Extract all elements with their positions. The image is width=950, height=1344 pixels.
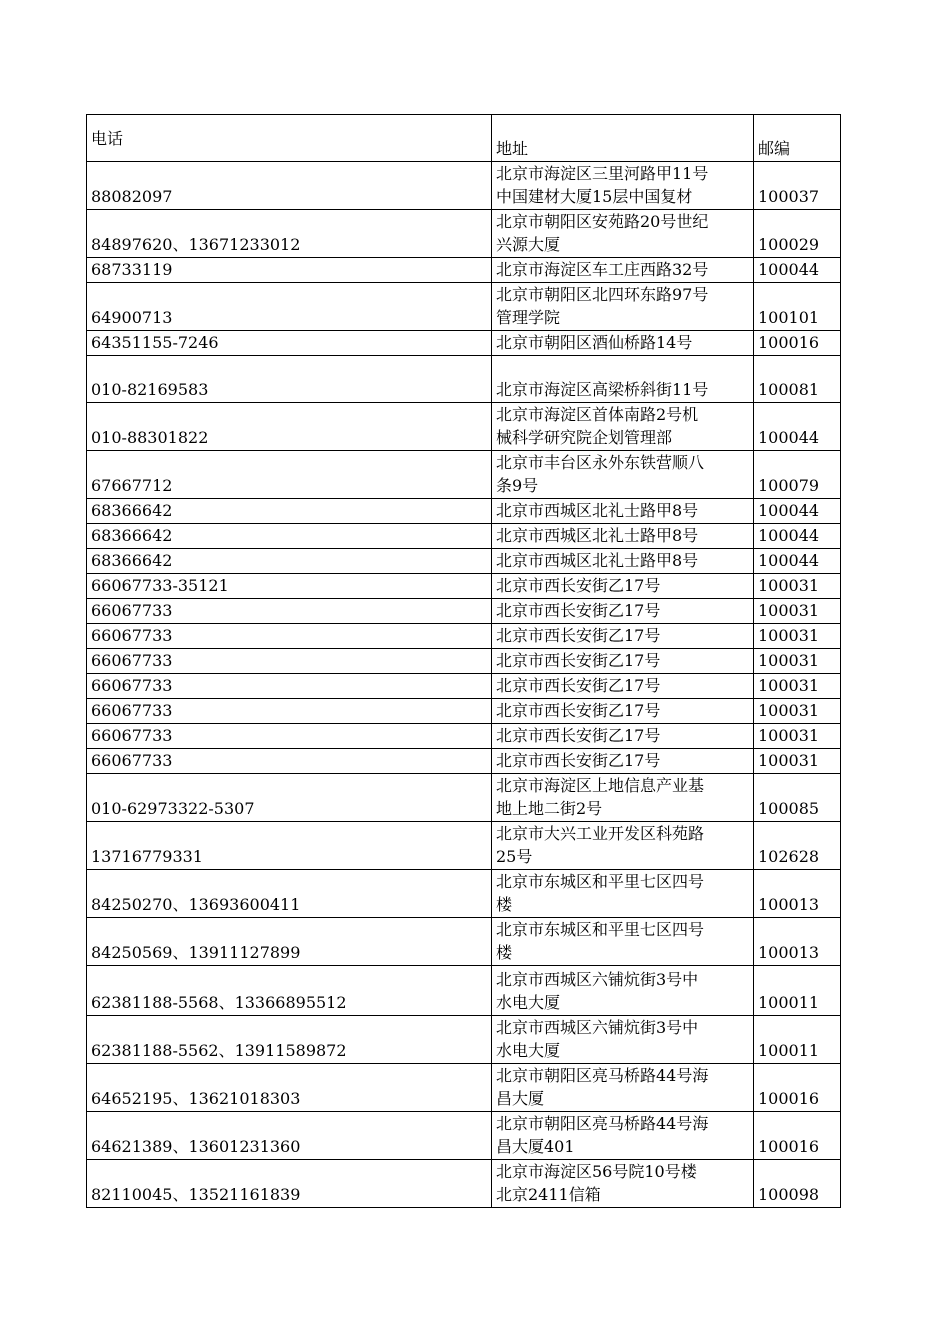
address-cell: 北京市东城区和平里七区四号 楼 [492, 870, 754, 918]
table-row [87, 162, 841, 210]
phone-cell: 68366642 [87, 549, 492, 574]
address-cell: 北京市西长安街乙17号 [492, 574, 754, 599]
postcode-cell: 100031 [754, 649, 841, 674]
address-cell: 北京市西城区北礼士路甲8号 [492, 524, 754, 549]
header-phone: 电话 [87, 115, 492, 162]
table-row [87, 499, 841, 524]
phone-cell: 010-82169583 [87, 356, 492, 403]
header-address: 地址 [492, 115, 754, 162]
table-row [87, 403, 841, 451]
phone-cell: 64351155-7246 [87, 331, 492, 356]
address-cell: 北京市海淀区三里河路甲11号 中国建材大厦15层中国复材 [492, 162, 754, 210]
address-cell: 北京市海淀区上地信息产业基 地上地二街2号 [492, 774, 754, 822]
contact-table [86, 114, 841, 1208]
table-row [87, 1016, 841, 1064]
postcode-cell: 100031 [754, 599, 841, 624]
address-cell: 北京市西长安街乙17号 [492, 599, 754, 624]
table-row [87, 1112, 841, 1160]
table-row [87, 966, 841, 1016]
address-cell: 北京市西长安街乙17号 [492, 649, 754, 674]
table-row [87, 624, 841, 649]
address-cell: 北京市海淀区56号院10号楼 北京2411信箱 [492, 1160, 754, 1208]
phone-cell: 66067733 [87, 724, 492, 749]
address-cell: 北京市朝阳区酒仙桥路14号 [492, 331, 754, 356]
phone-cell: 66067733 [87, 699, 492, 724]
address-cell: 北京市朝阳区亮马桥路44号海 昌大厦401 [492, 1112, 754, 1160]
postcode-cell: 100013 [754, 870, 841, 918]
table-row [87, 574, 841, 599]
postcode-cell: 100098 [754, 1160, 841, 1208]
table-row [87, 1064, 841, 1112]
postcode-cell: 100081 [754, 356, 841, 403]
phone-cell: 84250569、13911127899 [87, 918, 492, 966]
table-row [87, 822, 841, 870]
address-cell: 北京市大兴工业开发区科苑路 25号 [492, 822, 754, 870]
postcode-cell: 100031 [754, 699, 841, 724]
address-cell: 北京市西长安街乙17号 [492, 624, 754, 649]
phone-cell: 010-88301822 [87, 403, 492, 451]
phone-cell: 13716779331 [87, 822, 492, 870]
postcode-cell: 100016 [754, 331, 841, 356]
address-cell: 北京市西城区六铺炕街3号中 水电大厦 [492, 1016, 754, 1064]
postcode-cell: 100044 [754, 258, 841, 283]
phone-cell: 66067733 [87, 749, 492, 774]
postcode-cell: 100044 [754, 549, 841, 574]
postcode-cell: 100101 [754, 283, 841, 331]
phone-cell: 84897620、13671233012 [87, 210, 492, 258]
address-cell: 北京市朝阳区亮马桥路44号海 昌大厦 [492, 1064, 754, 1112]
phone-cell: 67667712 [87, 451, 492, 499]
postcode-cell: 100037 [754, 162, 841, 210]
header-row [87, 115, 841, 162]
postcode-cell: 100044 [754, 403, 841, 451]
address-cell: 北京市丰台区永外东铁营顺八 条9号 [492, 451, 754, 499]
postcode-cell: 100016 [754, 1064, 841, 1112]
phone-cell: 64652195、13621018303 [87, 1064, 492, 1112]
postcode-cell: 100031 [754, 724, 841, 749]
table-row [87, 356, 841, 403]
table-row [87, 649, 841, 674]
phone-cell: 64900713 [87, 283, 492, 331]
postcode-cell: 100044 [754, 499, 841, 524]
address-cell: 北京市海淀区高梁桥斜街11号 [492, 356, 754, 403]
phone-cell: 68733119 [87, 258, 492, 283]
phone-cell: 68366642 [87, 499, 492, 524]
phone-cell: 82110045、13521161839 [87, 1160, 492, 1208]
table-row [87, 331, 841, 356]
table-row [87, 283, 841, 331]
postcode-cell: 102628 [754, 822, 841, 870]
address-cell: 北京市西城区北礼士路甲8号 [492, 499, 754, 524]
table-row [87, 451, 841, 499]
postcode-cell: 100031 [754, 624, 841, 649]
address-cell: 北京市西城区北礼士路甲8号 [492, 549, 754, 574]
address-cell: 北京市西长安街乙17号 [492, 724, 754, 749]
postcode-cell: 100031 [754, 674, 841, 699]
address-cell: 北京市西长安街乙17号 [492, 674, 754, 699]
address-cell: 北京市西长安街乙17号 [492, 749, 754, 774]
postcode-cell: 100079 [754, 451, 841, 499]
address-cell: 北京市海淀区车工庄西路32号 [492, 258, 754, 283]
address-cell: 北京市朝阳区安苑路20号世纪 兴源大厦 [492, 210, 754, 258]
table-row [87, 549, 841, 574]
phone-cell: 64621389、13601231360 [87, 1112, 492, 1160]
postcode-cell: 100029 [754, 210, 841, 258]
postcode-cell: 100011 [754, 1016, 841, 1064]
table-row [87, 870, 841, 918]
postcode-cell: 100011 [754, 966, 841, 1016]
table-row [87, 699, 841, 724]
postcode-cell: 100016 [754, 1112, 841, 1160]
phone-cell: 66067733 [87, 674, 492, 699]
postcode-cell: 100031 [754, 574, 841, 599]
phone-cell: 62381188-5568、13366895512 [87, 966, 492, 1016]
address-cell: 北京市东城区和平里七区四号 楼 [492, 918, 754, 966]
table-row [87, 918, 841, 966]
phone-cell: 62381188-5562、13911589872 [87, 1016, 492, 1064]
phone-cell: 66067733-35121 [87, 574, 492, 599]
postcode-cell: 100044 [754, 524, 841, 549]
phone-cell: 010-62973322-5307 [87, 774, 492, 822]
postcode-cell: 100085 [754, 774, 841, 822]
header-postcode: 邮编 [754, 115, 841, 162]
table-row [87, 674, 841, 699]
table-row [87, 749, 841, 774]
table-row [87, 774, 841, 822]
phone-cell: 68366642 [87, 524, 492, 549]
address-cell: 北京市朝阳区北四环东路97号 管理学院 [492, 283, 754, 331]
table-row [87, 210, 841, 258]
address-cell: 北京市西长安街乙17号 [492, 699, 754, 724]
address-cell: 北京市海淀区首体南路2号机 械科学研究院企划管理部 [492, 403, 754, 451]
phone-cell: 66067733 [87, 649, 492, 674]
postcode-cell: 100013 [754, 918, 841, 966]
table-row [87, 599, 841, 624]
postcode-cell: 100031 [754, 749, 841, 774]
table-row [87, 524, 841, 549]
phone-cell: 84250270、13693600411 [87, 870, 492, 918]
phone-cell: 88082097 [87, 162, 492, 210]
phone-cell: 66067733 [87, 599, 492, 624]
table-row [87, 1160, 841, 1208]
address-cell: 北京市西城区六铺炕街3号中 水电大厦 [492, 966, 754, 1016]
phone-cell: 66067733 [87, 624, 492, 649]
table-row [87, 258, 841, 283]
table-row [87, 724, 841, 749]
